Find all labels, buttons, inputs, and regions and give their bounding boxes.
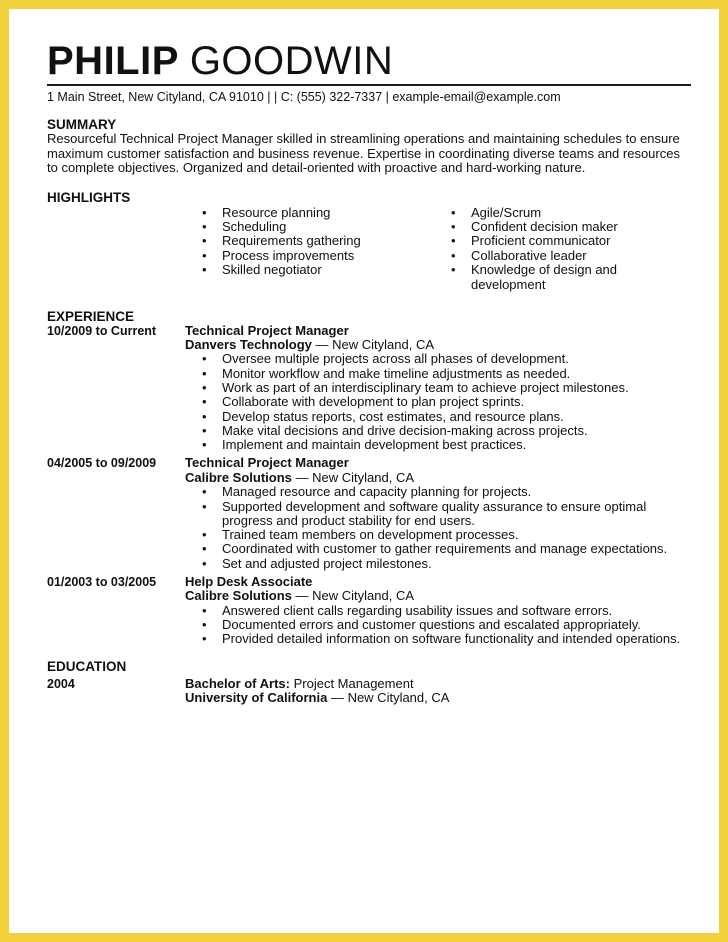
job-bullets	[222, 352, 691, 452]
experience-entry	[47, 575, 691, 647]
list-item: • Skilled negotiator	[222, 263, 422, 277]
company-location: New Cityland, CA	[312, 588, 415, 604]
job-title: Technical Project Manager	[185, 322, 349, 338]
school-location: New Cityland, CA	[347, 690, 450, 706]
company-line	[185, 589, 691, 603]
header-rule	[47, 84, 691, 86]
last-name: GOODWIN	[189, 39, 394, 83]
company-name: Calibre Solutions	[185, 469, 292, 485]
separator-dash: —	[295, 469, 309, 485]
degree-line	[185, 677, 691, 691]
list-item: • Coordinated with customer to gather requirements and manage expectations.	[222, 542, 691, 556]
highlights-heading: HIGHLIGHTS	[47, 189, 131, 205]
list-item: • Documented errors and customer questions and escalated appropriately.	[222, 618, 691, 632]
list-item: • Supported development and software quality assurance to ensure optimal progress and product stability for end users.	[222, 500, 691, 529]
highlights-list	[47, 205, 691, 303]
list-item: • Collaborative leader	[471, 249, 656, 263]
degree-label: Bachelor of Arts:	[185, 675, 290, 691]
experience-heading: EXPERIENCE	[47, 308, 135, 324]
list-item: • Oversee multiple projects across all phases of development.	[222, 352, 691, 366]
list-item: • Implement and maintain development best practices.	[222, 438, 691, 452]
company-location: New Cityland, CA	[312, 469, 415, 485]
resume-content	[47, 39, 691, 706]
summary-text: Resourceful Technical Project Manager skilled in streamlining operations and maintaining schedules to ensure maximum customer satisfaction and business revenue. Expertise in coordinating diverse teams and resources to complete objectives. Organized and detail-oriented with proactive and hard-working nature.	[47, 131, 680, 175]
list-item: • Resource planning	[222, 206, 422, 220]
separator-dash: —	[330, 690, 344, 706]
list-item: • Agile/Scrum	[471, 206, 656, 220]
separator-dash: —	[315, 336, 329, 352]
job-bullets	[222, 485, 691, 571]
list-item: • Monitor workflow and make timeline adjustments as needed.	[222, 367, 691, 381]
list-item: • Set and adjusted project milestones.	[222, 557, 691, 571]
job-bullets	[222, 604, 691, 647]
list-item: • Develop status reports, cost estimates, and resource plans.	[222, 410, 691, 424]
company-line	[185, 338, 691, 352]
company-line	[185, 471, 691, 485]
resume-name	[47, 39, 691, 83]
first-name: PHILIP	[47, 39, 179, 83]
company-location: New Cityland, CA	[332, 336, 435, 352]
highlights-right-column	[471, 206, 656, 292]
list-item: • Confident decision maker	[471, 220, 656, 234]
company-name: Danvers Technology	[185, 336, 312, 352]
list-item: • Collaborate with development to plan project sprints.	[222, 395, 691, 409]
experience-entry	[47, 324, 691, 453]
list-item: • Process improvements	[222, 249, 422, 263]
education-year: 2004	[47, 676, 75, 691]
school-line	[185, 691, 691, 705]
company-name: Calibre Solutions	[185, 588, 292, 604]
list-item: • Trained team members on development processes.	[222, 528, 691, 542]
education-heading: EDUCATION	[47, 658, 127, 674]
list-item: • Managed resource and capacity planning for projects.	[222, 485, 691, 499]
job-title: Technical Project Manager	[185, 455, 349, 471]
job-dates: 10/2009 to Current	[47, 323, 157, 338]
list-item: • Knowledge of design and development	[471, 263, 656, 292]
job-dates: 01/2003 to 03/2005	[47, 574, 157, 589]
list-item: • Requirements gathering	[222, 234, 422, 248]
summary-heading: SUMMARY	[47, 117, 117, 132]
school-name: University of California	[185, 690, 328, 706]
job-dates: 04/2005 to 09/2009	[47, 456, 157, 471]
list-item: • Make vital decisions and drive decision-making across projects.	[222, 424, 691, 438]
list-item: • Proficient communicator	[471, 234, 656, 248]
list-item: • Work as part of an interdisciplinary team to achieve project milestones.	[222, 381, 691, 395]
list-item: • Answered client calls regarding usability issues and software errors.	[222, 604, 691, 618]
list-item: • Provided detailed information on software functionality and intended operations.	[222, 632, 691, 646]
list-item: • Scheduling	[222, 220, 422, 234]
contact-line: 1 Main Street, New Cityland, CA 91010 | | C: (555) 322-7337 | example-email@example.com	[47, 90, 561, 104]
job-title: Help Desk Associate	[185, 573, 313, 589]
highlights-left-column	[222, 206, 422, 278]
resume-page	[9, 9, 719, 933]
education-entry	[47, 677, 691, 706]
separator-dash: —	[295, 588, 309, 604]
experience-entry	[47, 456, 691, 571]
degree-field: Project Management	[293, 675, 414, 691]
